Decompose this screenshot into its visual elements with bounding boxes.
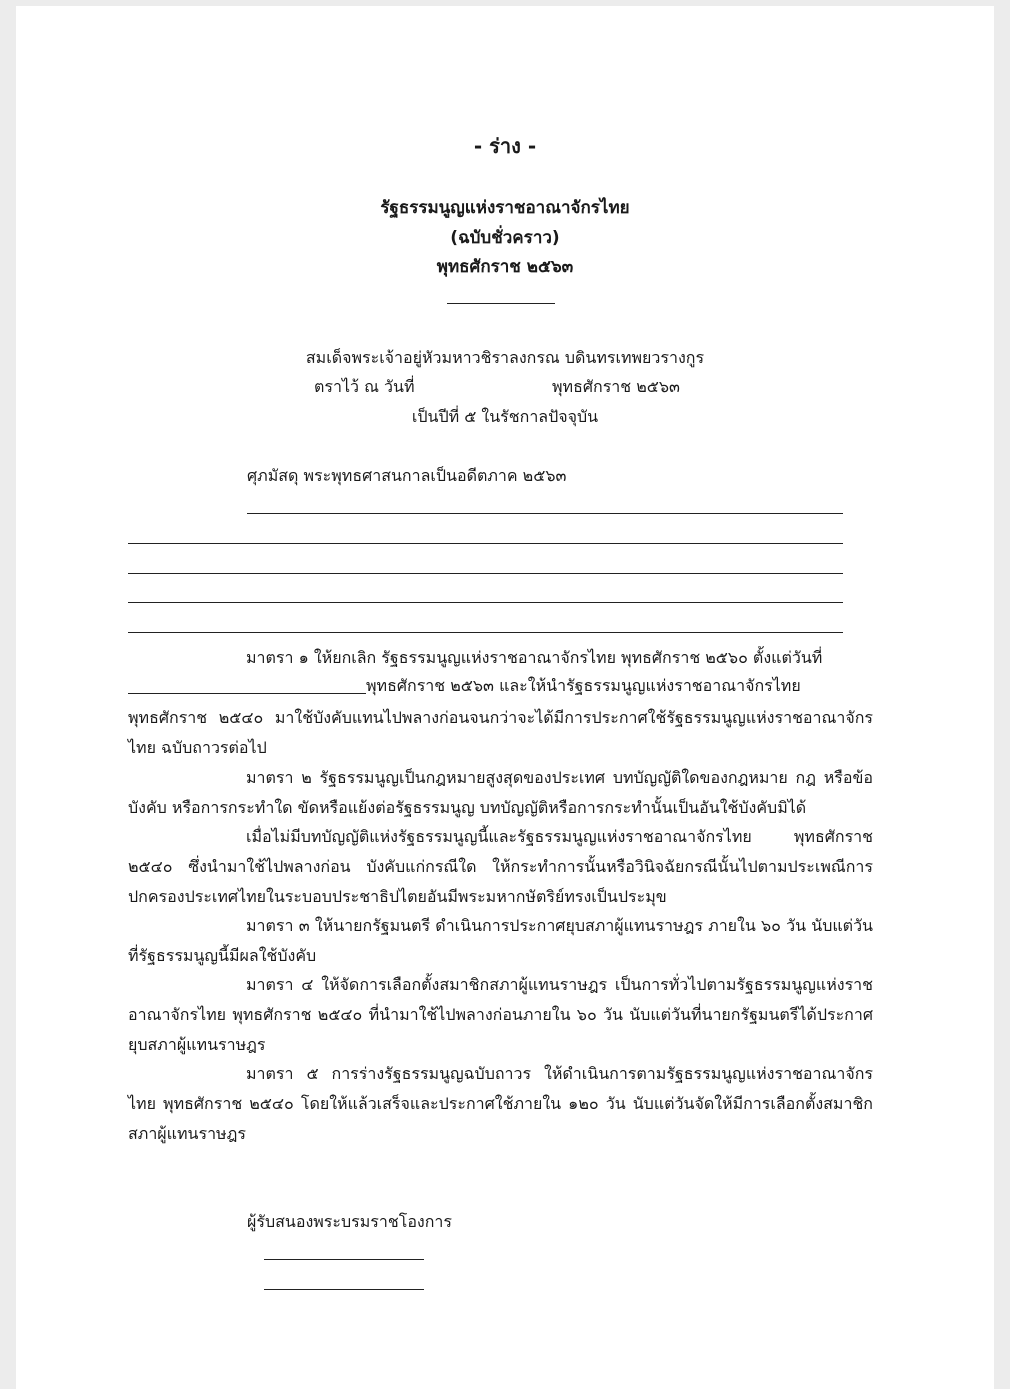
countersign-label: ผู้รับสนองพระบรมราชโองการ [247,1212,452,1231]
section-1-line-2: พุทธศักราช ๒๕๖๓ และให้นำรัฐธรรมนูญแห่งราชอาณาจักรไทย [366,676,801,695]
reign-year: เป็นปีที่ ๕ ในรัชกาลปัจจุบัน [411,407,599,426]
title-line-3: พุทธศักราช ๒๕๖๓ [436,257,574,277]
title-line-1: รัฐธรรมนูญแห่งราชอาณาจักรไทย [380,198,630,218]
section-3: มาตรา ๓ ให้นายกรัฐมนตรี ดำเนินการประกาศยุบสภาผู้แทนราษฎร ภายใน ๖๐ วัน นับแต่วันที่รัฐธรรมนูญนี้มีผลใช้บังคับ [128,916,873,965]
draft-label: - ร่าง - [473,134,537,158]
preamble-opening: ศุภมัสดุ พระพุทธศาสนกาลเป็นอดีตภาค ๒๕๖๓ [247,466,567,485]
title-divider [447,303,555,304]
section-1-date-blank [128,693,366,694]
section-2: มาตรา ๒ รัฐธรรมนูญเป็นกฎหมายสูงสุดของประเทศ บทบัญญัติใดของกฎหมาย กฎ หรือข้อบังคับ หรือการกระทำใด ขัดหรือแย้งต่อรัฐธรรมนูญ บทบัญญัติหรือการกระทำนั้นเป็นอันใช้บังคับมิได้ [128,768,873,817]
preamble-blank-line-2 [128,543,843,544]
section-1-line-1: มาตรา ๑ ให้ยกเลิก รัฐธรรมนูญแห่งราชอาณาจักรไทย พุทธศักราช ๒๕๖๐ ตั้งแต่วันที่ [246,648,823,667]
section-4: มาตรา ๔ ให้จัดการเลือกตั้งสมาชิกสภาผู้แทนราษฎร เป็นการทั่วไปตามรัฐธรรมนูญแห่งราชอาณาจักรไทย พุทธศักราช ๒๕๔๐ ที่นำมาใช้ไปพลางก่อนภายใน ๖๐ วัน นับแต่วันที่นายกรัฐมนตรีได้ประกาศยุบสภาผู้แทนราษฎร [128,975,873,1054]
given-date-label: ตราไว้ ณ วันที่ [314,377,415,396]
section-2-paragraph-2: เมื่อไม่มีบทบัญญัติแห่งรัฐธรรมนูญนี้และรัฐธรรมนูญแห่งราชอาณาจักรไทย พุทธศักราช ๒๕๔๐ ซึ่งนำมาใช้ไปพลางก่อน บังคับแก่กรณีใด ให้กระทำการนั้นหรือวินิจฉัยกรณีนั้นไปตามประเพณีการปกครองประเทศไทยในระบอบประชาธิปไตยอันมีพระมหากษัตริย์ทรงเป็นประมุข [128,827,873,906]
section-5: มาตรา ๕ การร่างรัฐธรรมนูญฉบับถาวร ให้ดำเนินการตามรัฐธรรมนูญแห่งราชอาณาจักรไทย พุทธศักราช ๒๕๔๐ โดยให้แล้วเสร็จและประกาศใช้ภายใน ๑๒๐ วัน นับแต่วันจัดให้มีการเลือกตั้งสมาชิกสภาผู้แทนราษฎร [128,1064,873,1143]
title-line-2: (ฉบับชั่วคราว) [450,228,560,248]
section-1-rest: พุทธศักราช ๒๕๔๐ มาใช้บังคับแทนไปพลางก่อนจนกว่าจะได้มีการประกาศใช้รัฐธรรมนูญแห่งราชอาณาจักร ไทย ฉบับถาวรต่อไป [128,708,873,757]
king-name: สมเด็จพระเจ้าอยู่หัวมหาวชิราลงกรณ บดินทรเทพยวรางกูร [305,348,705,367]
signature-line [264,1259,424,1260]
preamble-blank-line-3 [128,573,843,574]
preamble-blank-line-1 [247,513,843,514]
name-line [264,1289,424,1290]
preamble-blank-line-5 [128,632,843,633]
given-year: พุทธศักราช ๒๕๖๓ [552,377,680,396]
preamble-blank-line-4 [128,602,843,603]
